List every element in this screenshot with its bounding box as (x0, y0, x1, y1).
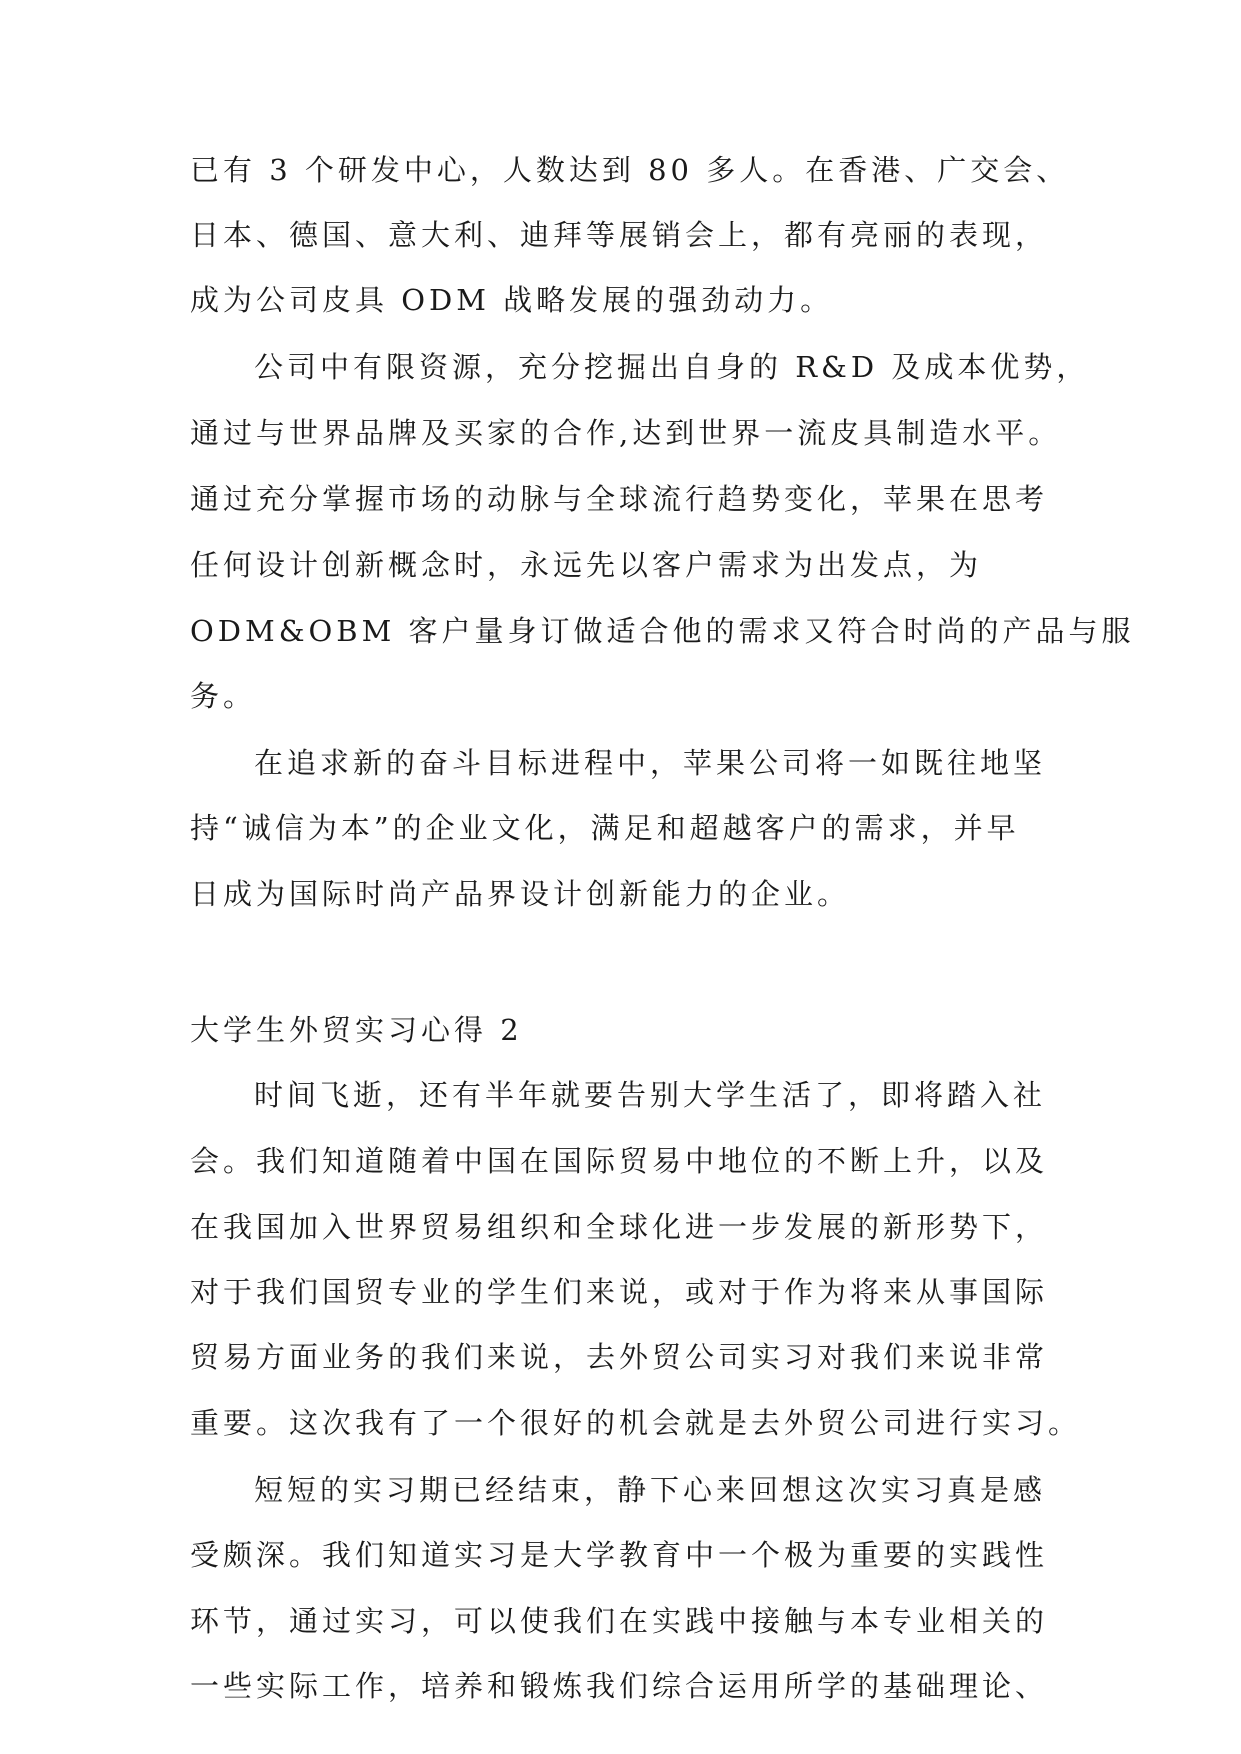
paragraph-line: 受颇深。我们知道实习是大学教育中一个极为重要的实践性 (190, 1538, 1049, 1572)
paragraph-line: 通过与世界品牌及买家的合作,达到世界一流皮具制造水平。 (190, 416, 1062, 450)
paragraph-line: 日本、德国、意大利、迪拜等展销会上，都有亮丽的表现， (190, 218, 1049, 252)
paragraph-line: 对于我们国贸专业的学生们来说，或对于作为将来从事国际 (190, 1275, 1049, 1309)
paragraph-line: ODM&OBM 客户量身订做适合他的需求又符合时尚的产品与服 (190, 614, 1135, 648)
paragraph-line: 时间飞逝，还有半年就要告别大学生活了，即将踏入社 (254, 1078, 1047, 1112)
paragraph-line: 持“诚信为本”的企业文化，满足和超越客户的需求，并早 (190, 811, 1020, 845)
paragraph-line: 通过充分掌握市场的动脉与全球流行趋势变化，苹果在思考 (190, 482, 1049, 516)
paragraph-line: 成为公司皮具 ODM 战略发展的强劲动力。 (190, 283, 834, 317)
paragraph-line: 在我国加入世界贸易组织和全球化进一步发展的新形势下， (190, 1210, 1049, 1244)
paragraph-line: 已有 3 个研发中心，人数达到 80 多人。在香港、广交会、 (190, 153, 1070, 187)
paragraph-line: 公司中有限资源，充分挖掘出自身的 R&D 及成本优势， (254, 350, 1090, 384)
paragraph-line: 在追求新的奋斗目标进程中，苹果公司将一如既往地坚 (254, 746, 1047, 780)
paragraph-line: 一些实际工作，培养和锻炼我们综合运用所学的基础理论、 (190, 1669, 1049, 1703)
paragraph-line: 短短的实习期已经结束，静下心来回想这次实习真是感 (254, 1473, 1047, 1507)
paragraph-line: 会。我们知道随着中国在国际贸易中地位的不断上升，以及 (190, 1144, 1049, 1178)
paragraph-line: 贸易方面业务的我们来说，去外贸公司实习对我们来说非常 (190, 1340, 1049, 1374)
paragraph-line: 重要。这次我有了一个很好的机会就是去外贸公司进行实习。 (190, 1406, 1082, 1440)
paragraph-line: 环节，通过实习，可以使我们在实践中接触与本专业相关的 (190, 1604, 1049, 1638)
paragraph-line: 日成为国际时尚产品界设计创新能力的企业。 (190, 877, 851, 911)
paragraph-line: 任何设计创新概念时，永远先以客户需求为出发点，为 (190, 548, 983, 582)
section-heading: 大学生外贸实习心得 2 (190, 1013, 523, 1047)
paragraph-line: 务。 (190, 679, 257, 713)
